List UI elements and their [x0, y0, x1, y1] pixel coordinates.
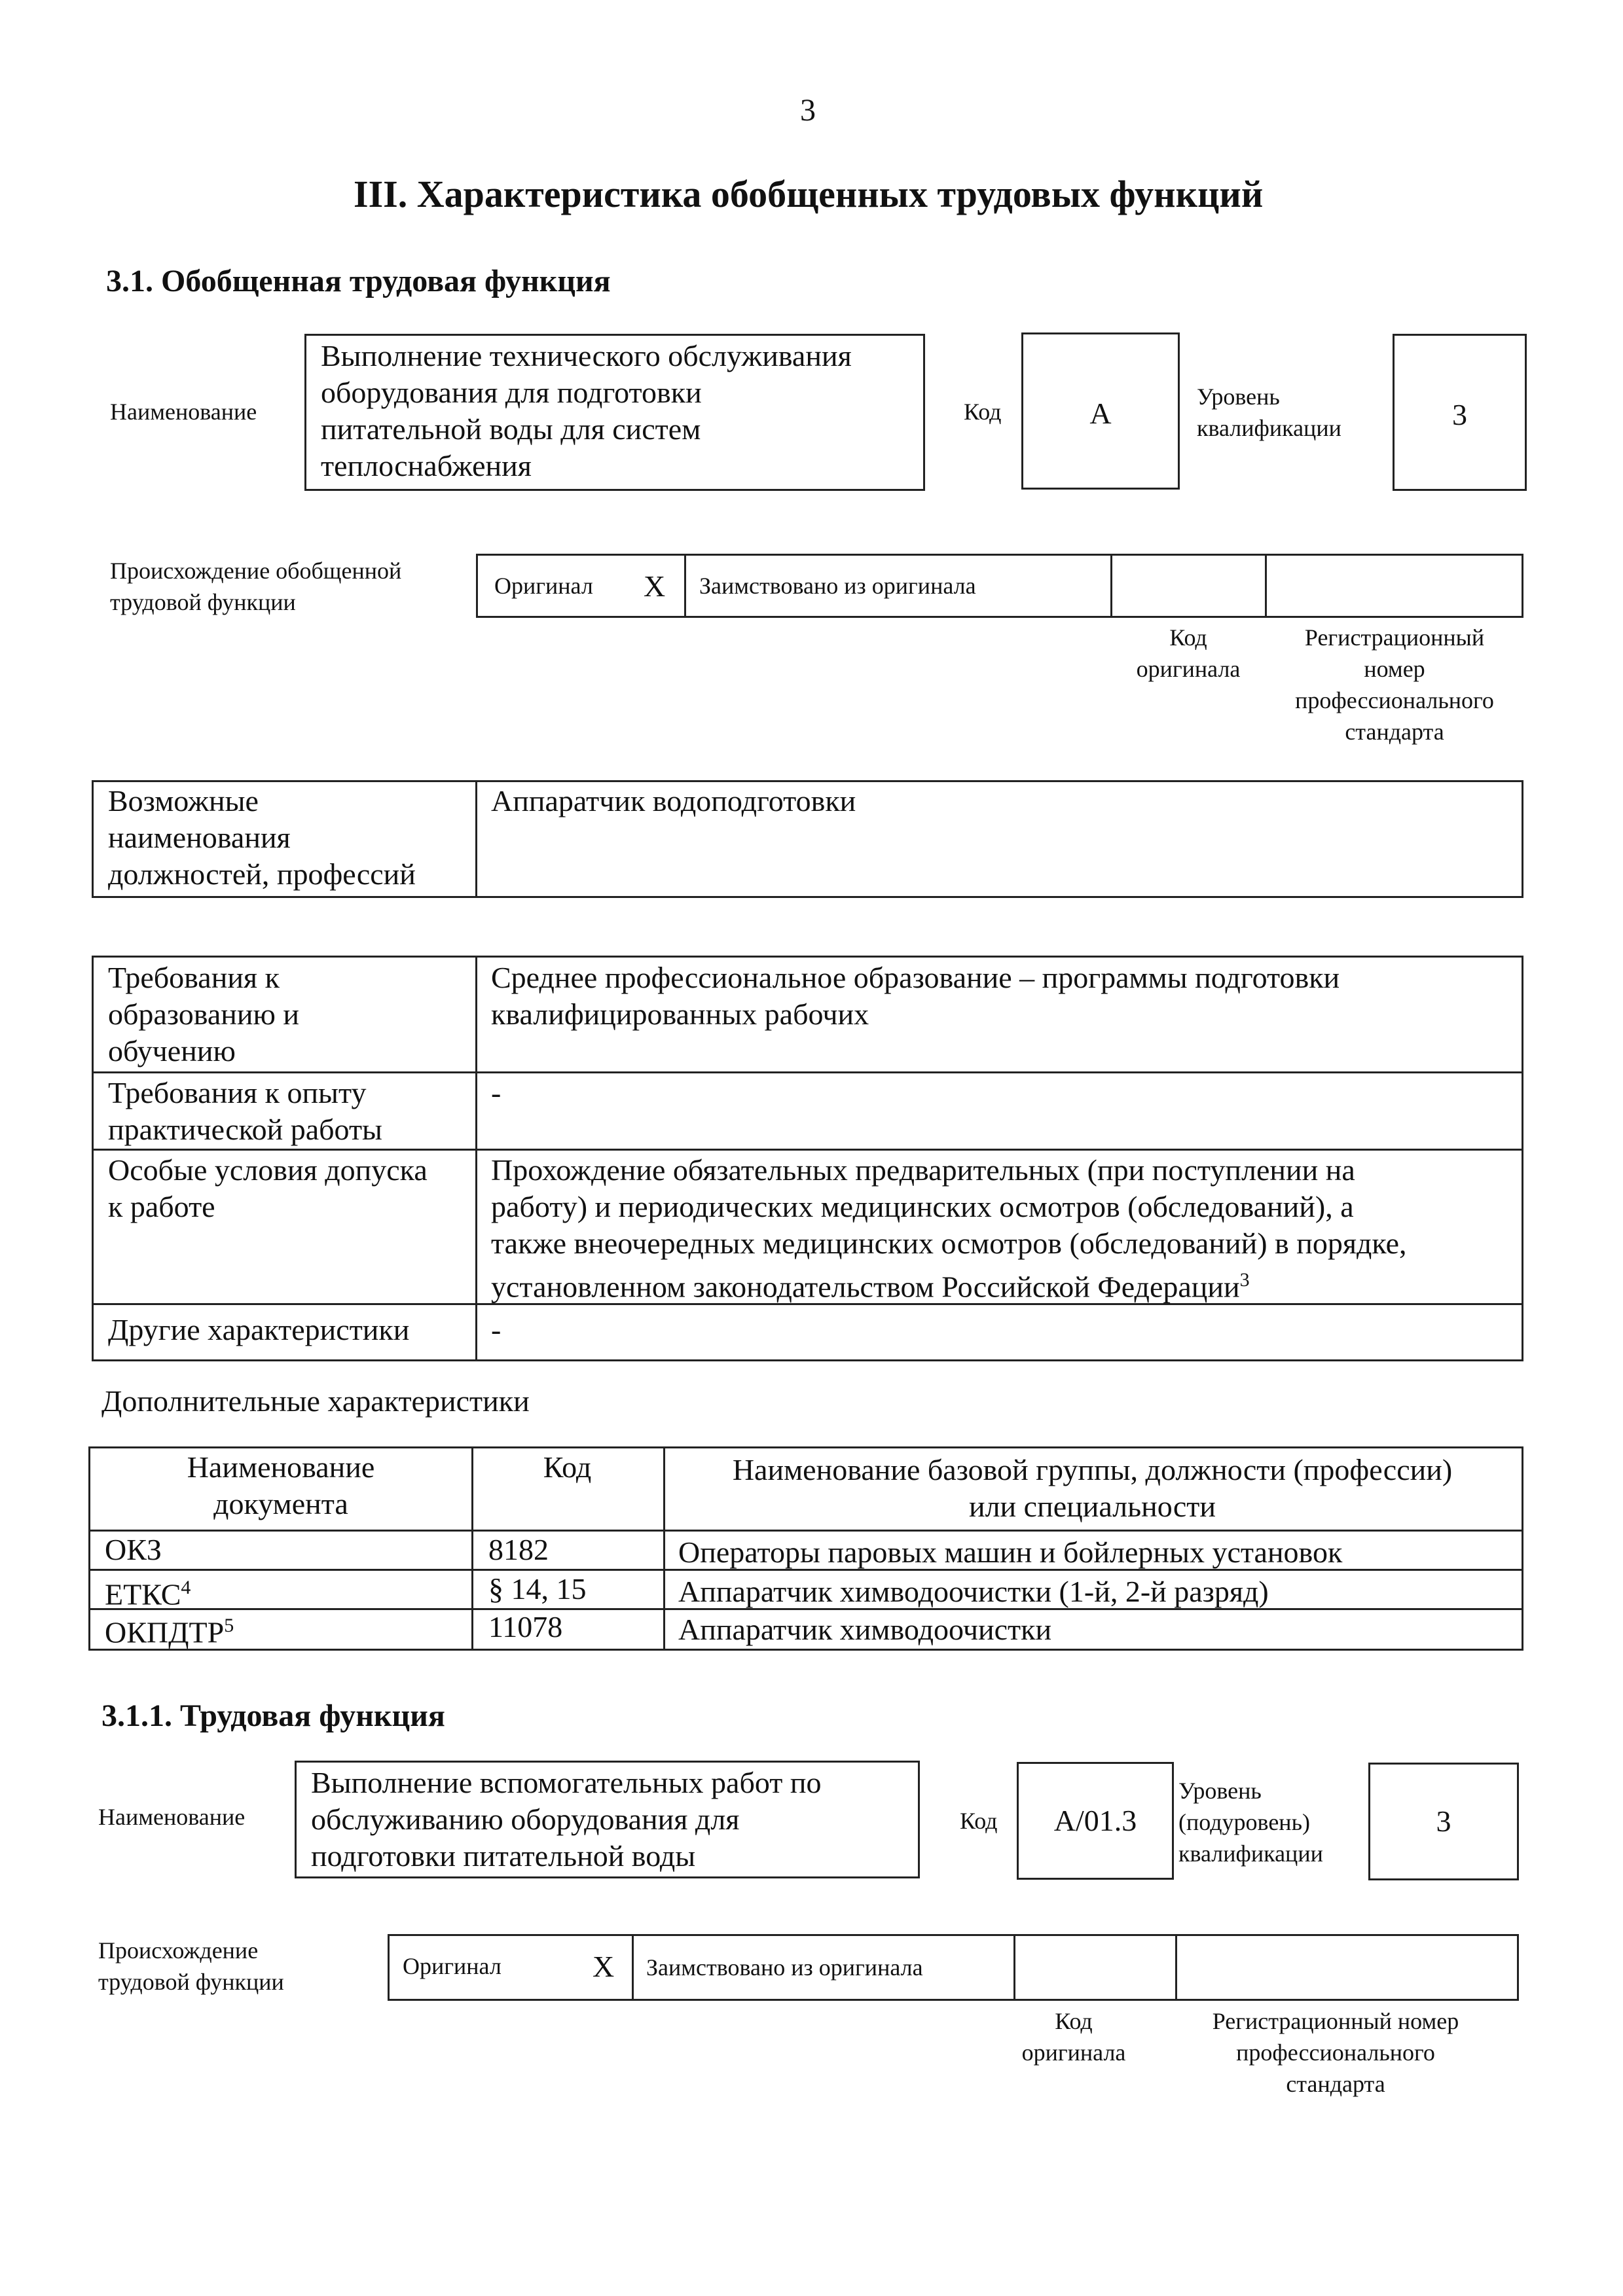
tf-borrowed-label: Заимствовано из оригинала [646, 1954, 923, 1981]
section-title: III. Характеристика обобщенных трудовых функций [354, 173, 1264, 215]
req-label-line: Требования к [108, 961, 280, 994]
gtf-code-original-line: Код [1169, 624, 1207, 651]
gtf-level-label-line: Уровень [1197, 384, 1280, 410]
req-value-line: установленном законодательством Российской Федерации$^3$ [491, 1269, 1250, 1304]
gtf-borrowed-label: Заимствовано из оригинала [699, 573, 976, 599]
gtf-name-label: Наименование [110, 399, 257, 425]
tf-origin-label-line: трудовой функции [98, 1969, 284, 1995]
add-row-doc: ОКПДТР$^5$ [105, 1615, 234, 1649]
tf-origin-box [388, 1934, 1519, 2001]
req-label-line: практической работы [108, 1113, 382, 1146]
tf-name-line: подготовки питательной воды [311, 1839, 696, 1873]
gtf-reg-line: профессионального [1295, 687, 1494, 713]
positions-label-line: должностей, профессий [108, 857, 416, 891]
tf-reg-line: стандарта [1286, 2071, 1385, 2097]
tf-level-label-line: квалификации [1178, 1840, 1323, 1867]
positions-table [92, 780, 1523, 898]
additional-table [88, 1446, 1523, 1651]
tf-original-label: Оригинал [403, 1953, 501, 1979]
tf-reg-line: Регистрационный номер [1212, 2008, 1459, 2034]
requirements-table [92, 956, 1523, 1361]
req-value-line: Прохождение обязательных предварительных (при поступлении на [491, 1153, 1355, 1187]
gtf-original-mark: X [644, 569, 666, 603]
add-header-name: Наименование базовой группы, должности (профессии) [732, 1453, 1453, 1486]
add-row-name: Аппаратчик химводоочистки [678, 1613, 1052, 1646]
tf-heading: 3.1.1. Трудовая функция [101, 1698, 445, 1733]
req-label-line: Другие характеристики [108, 1313, 410, 1346]
footnote-5: 5 [224, 1615, 234, 1636]
req-label-line: к работе [108, 1190, 215, 1223]
tf-name-line: Выполнение вспомогательных работ по [311, 1766, 822, 1799]
gtf-origin-label-line: трудовой функции [110, 589, 296, 615]
tf-origin-label-line: Происхождение [98, 1937, 259, 1964]
req-label-line: образованию и [108, 997, 299, 1031]
req-value-line: - [491, 1076, 501, 1109]
req-label-line: обучению [108, 1034, 236, 1067]
req-value-line: квалифицированных рабочих [491, 997, 869, 1031]
tf-reg-line: профессионального [1236, 2039, 1435, 2066]
tf-level-label-line: (подуровень) [1178, 1809, 1310, 1835]
add-row-code: 8182 [488, 1533, 549, 1566]
gtf-origin-box [476, 554, 1523, 618]
tf-code-value: A/01.3 [1053, 1804, 1137, 1837]
add-header-doc: документа [213, 1487, 348, 1520]
gtf-name-line: Выполнение технического обслуживания [321, 339, 852, 372]
gtf-name-line: оборудования для подготовки [321, 376, 702, 409]
gtf-code-original-line: оригинала [1136, 656, 1241, 682]
positions-label-line: наименования [108, 821, 291, 854]
tf-code-box [1017, 1762, 1174, 1880]
tf-name-box [295, 1761, 920, 1878]
page-number: 3 [800, 93, 816, 128]
gtf-reg-line: стандарта [1345, 719, 1444, 745]
add-row-name: Операторы паровых машин и бойлерных установок [678, 1535, 1343, 1569]
gtf-level-label-line: квалификации [1197, 415, 1341, 441]
add-row-doc: ЕТКС$^4$ [105, 1577, 191, 1611]
positions-value: Аппаратчик водоподготовки [491, 784, 856, 817]
gtf-code-box [1021, 332, 1180, 490]
req-value-line: также внеочередных медицинских осмотров (обследований) в порядке, [491, 1227, 1407, 1260]
add-header-name: или специальности [968, 1490, 1216, 1523]
tf-code-label: Код [960, 1808, 998, 1834]
gtf-level-value: 3 [1452, 398, 1467, 431]
gtf-code-value: A [1089, 397, 1112, 430]
add-row-code: § 14, 15 [488, 1572, 587, 1605]
add-row-code: 11078 [488, 1610, 563, 1643]
gtf-name-line: теплоснабжения [321, 449, 532, 482]
tf-level-box [1368, 1763, 1519, 1880]
tf-code-original-line: оригинала [1021, 2039, 1126, 2066]
footnote-3: 3 [1239, 1269, 1250, 1291]
add-header-doc: Наименование [187, 1450, 375, 1484]
footnote-4: 4 [181, 1577, 191, 1598]
tf-original-mark: X [593, 1950, 615, 1983]
req-label-line: Особые условия допуска [108, 1153, 428, 1187]
gtf-reg-line: Регистрационный [1304, 624, 1485, 651]
gtf-origin-label-line: Происхождение обобщенной [110, 558, 402, 584]
add-row-name: Аппаратчик химводоочистки (1-й, 2-й разряд) [678, 1575, 1269, 1608]
positions-label-line: Возможные [108, 784, 259, 817]
req-label-line: Требования к опыту [108, 1076, 367, 1109]
gtf-heading: 3.1. Обобщенная трудовая функция [106, 264, 611, 298]
req-value-line: - [491, 1313, 501, 1346]
add-header-code: Код [543, 1450, 592, 1484]
req-value-line: работу) и периодических медицинских осмотров (обследований), а [491, 1190, 1354, 1223]
gtf-original-label: Оригинал [494, 573, 593, 599]
additional-title: Дополнительные характеристики [101, 1384, 530, 1418]
tf-code-original-line: Код [1055, 2008, 1093, 2034]
tf-level-label-line: Уровень [1178, 1778, 1262, 1804]
tf-name-line: обслуживанию оборудования для [311, 1803, 740, 1836]
gtf-name-box [304, 334, 925, 491]
gtf-level-box [1393, 334, 1527, 491]
tf-name-label: Наименование [98, 1804, 246, 1830]
gtf-code-label: Код [964, 399, 1002, 425]
req-value-line: Среднее профессиональное образование – программы подготовки [491, 961, 1340, 994]
tf-level-value: 3 [1436, 1804, 1451, 1838]
gtf-reg-line: номер [1364, 656, 1425, 682]
gtf-name-line: питательной воды для систем [321, 412, 701, 446]
add-row-doc: ОКЗ [105, 1533, 162, 1566]
